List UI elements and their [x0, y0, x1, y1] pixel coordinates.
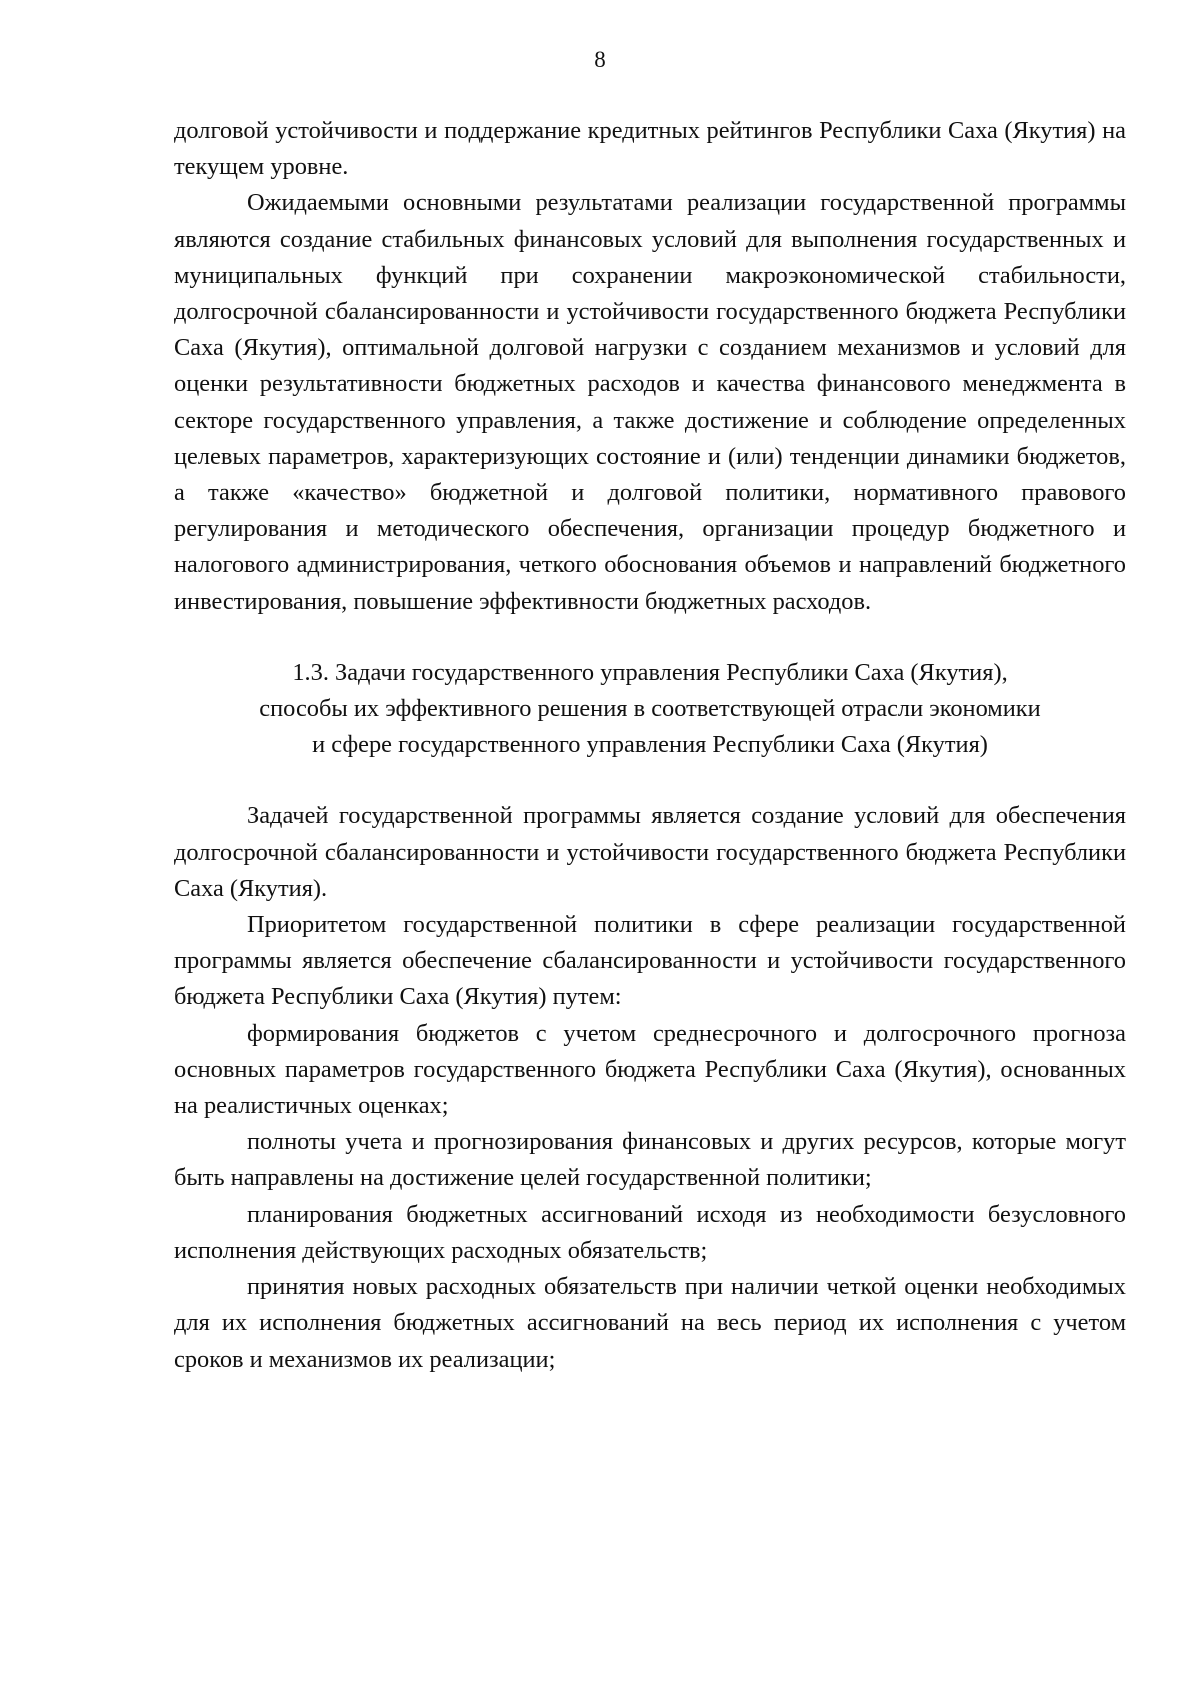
section-heading-line: и сфере государственного управления Республики Саха (Якутия) — [312, 731, 988, 759]
paragraph-continuation: долговой устойчивости и поддержание кредитных рейтингов Республики Саха (Якутия) на текущем уровне. — [174, 117, 1126, 181]
list-item-budget-formation: формирования бюджетов с учетом среднесрочного и долгосрочного прогноза основных параметров государственного бюджета Республики Саха (Якутия), основанных на реалистичных оценках; — [174, 1019, 1126, 1120]
paragraph-priority: Приоритетом государственной политики в сфере реализации государственной программы является обеспечение сбалансированности и устойчивости государственного бюджета Республики Саха (Якутия) путем: — [174, 911, 1126, 1011]
list-item-allocation-planning: планирования бюджетных ассигнований исходя из необходимости безусловного исполнения действующих расходных обязательств; — [174, 1200, 1126, 1264]
document-body — [174, 113, 1126, 1378]
paragraph-expected-results: Ожидаемыми основными результатами реализации государственной программы являются создание стабильных финансовых условий для выполнения государственных и муниципальных функций при сохранении макроэкономической стабильности, долгосрочной сбалансированности и устойчивости государственного бюджета Республики Саха (Якутия), оптимальной долговой нагрузки с созданием механизмов и условий для оценки результативности бюджетных расходов и качества финансового менеджмента в секторе государственного управления, а также достижение и соблюдение определенных целевых параметров, характеризующих состояние и (или) тенденции динамики бюджетов, а также «качество» бюджетной и долговой политики, нормативного правового регулирования и методического обеспечения, организации процедур бюджетного и налогового администрирования, четкого обоснования объемов и направлений бюджетного инвестирования, повышение эффективности бюджетных расходов. — [174, 189, 1126, 615]
list-item-resource-accounting: полноты учета и прогнозирования финансовых и других ресурсов, которые могут быть направлены на достижение целей государственной политики; — [174, 1128, 1126, 1192]
section-heading — [184, 655, 1116, 764]
page-number: 8 — [594, 47, 606, 72]
section-heading-line: способы их эффективного решения в соответствующей отрасли экономики — [259, 695, 1041, 723]
paragraph-task: Задачей государственной программы является создание условий для обеспечения долгосрочной сбалансированности и устойчивости государственного бюджета Республики Саха (Якутия). — [174, 802, 1126, 902]
list-item-new-obligations: принятия новых расходных обязательств при наличии четкой оценки необходимых для их исполнения бюджетных ассигнований на весь период их исполнения с учетом сроков и механизмов их реализации; — [174, 1273, 1126, 1373]
section-heading-line: 1.3. Задачи государственного управления Республики Саха (Якутия), — [292, 658, 1008, 686]
